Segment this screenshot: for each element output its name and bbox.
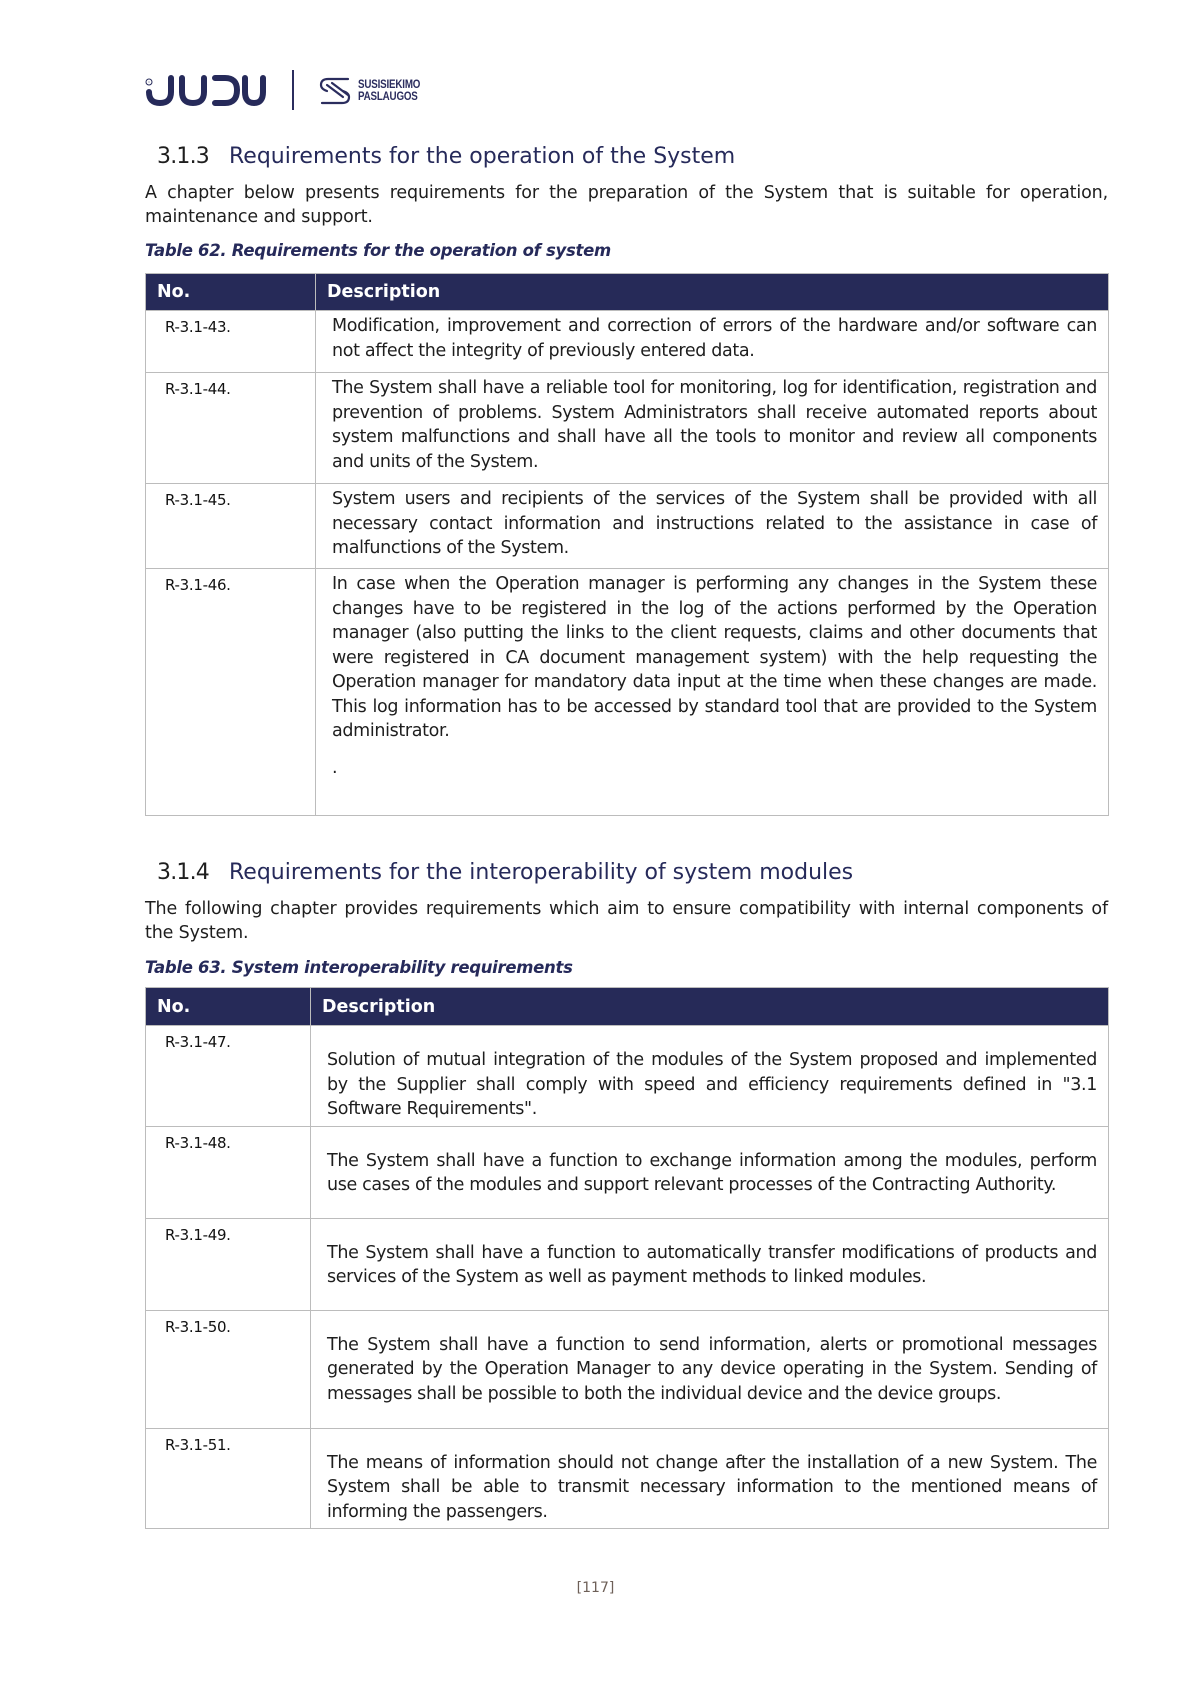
requirement-description: The means of information should not change after the installation of a new System. The System shall be able to transmit necessary information to the mentioned means of informing the passengers.	[311, 1428, 1109, 1529]
requirement-id: R-3.1-47.	[146, 1026, 311, 1127]
sp-logo-line2: PASLAUGOS	[358, 91, 418, 103]
column-header-description: Description	[316, 274, 1109, 311]
sp-logo-text	[358, 79, 420, 103]
susisiekimo-paslaugos-logo	[318, 74, 431, 108]
judu-logo-icon	[145, 72, 267, 108]
logo-divider	[292, 70, 294, 110]
page-number: [117]	[576, 1580, 615, 1596]
requirement-id: R-3.1-43.	[146, 311, 316, 373]
table-header-row	[146, 274, 1109, 311]
section-heading-314	[157, 860, 853, 885]
requirement-description: The System shall have a reliable tool for monitoring, log for identification, registration and prevention of problems. System Administrators shall receive automated reports about system malfunctions and shall have all the tools to monitor and review all components and units of the System.	[316, 373, 1109, 484]
requirement-id: R-3.1-50.	[146, 1310, 311, 1428]
requirement-id: R-3.1-51.	[146, 1428, 311, 1529]
table-row	[146, 1026, 1109, 1127]
table-row	[146, 1428, 1109, 1529]
table-row	[146, 484, 1109, 569]
column-header-no: No.	[146, 988, 311, 1026]
table-row	[146, 569, 1109, 816]
section-number: 3.1.3	[157, 144, 209, 169]
requirement-description: The System shall have a function to automatically transfer modifications of products and services of the System as well as payment methods to linked modules.	[311, 1218, 1109, 1310]
sp-logo-line1: SUSISIEKIMO	[358, 79, 421, 91]
table-62-caption: Table 62. Requirements for the operation of system	[145, 241, 611, 260]
requirement-description: In case when the Operation manager is performing any changes in the System these changes have to be registered in the log of the actions performed by the Operation manager (also putting the links to the client requests, claims and other documents that were registered in CA document management system) with the help requesting the Operation manager for mandatory data input at the time when these changes are made. This log information has to be accessed by standard tool that are provided to the System administrator.	[332, 574, 1097, 741]
column-header-no: No.	[146, 274, 316, 311]
judu-logo	[145, 72, 267, 108]
section-title: Requirements for the interoperability of system modules	[229, 860, 854, 885]
section-heading-313	[157, 144, 735, 169]
table-62	[145, 273, 1109, 816]
section-title: Requirements for the operation of the System	[229, 144, 736, 169]
requirement-description: The System shall have a function to send information, alerts or promotional messages generated by the Operation Manager to any device operating in the System. Sending of messages shall be possible to both the individual device and the device groups.	[311, 1310, 1109, 1428]
requirement-description-cell	[316, 569, 1109, 816]
requirement-id: R-3.1-49.	[146, 1218, 311, 1310]
section-314-intro: The following chapter provides requirements which aim to ensure compatibility with internal components of the System.	[145, 899, 1108, 943]
requirement-description: Solution of mutual integration of the modules of the System proposed and implemented by the Supplier shall comply with speed and efficiency requirements defined in "3.1 Software Requirements".	[311, 1026, 1109, 1127]
table-header-row	[146, 988, 1109, 1026]
requirement-description: System users and recipients of the services of the System shall be provided with all necessary contact information and instructions related to the assistance in case of malfunctions of the System.	[316, 484, 1109, 569]
requirement-id: R-3.1-44.	[146, 373, 316, 484]
table-row	[146, 1310, 1109, 1428]
table-row	[146, 311, 1109, 373]
table-row	[146, 1218, 1109, 1310]
sp-swirl-icon	[318, 76, 352, 106]
section-313-intro: A chapter below presents requirements for the preparation of the System that is suitable for operation, maintenance and support.	[145, 183, 1108, 227]
requirement-description: The System shall have a function to exchange information among the modules, perform use cases of the modules and support relevant processes of the Contracting Authority.	[311, 1126, 1109, 1218]
requirement-id: R-3.1-48.	[146, 1126, 311, 1218]
requirement-description: Modification, improvement and correction of errors of the hardware and/or software can not affect the integrity of previously entered data.	[316, 311, 1109, 373]
table-row	[146, 373, 1109, 484]
section-number: 3.1.4	[157, 860, 209, 885]
requirement-id: R-3.1-45.	[146, 484, 316, 569]
table-row	[146, 1126, 1109, 1218]
table-63-caption: Table 63. System interoperability requirements	[145, 958, 573, 977]
trailing-period: .	[332, 757, 338, 778]
column-header-description: Description	[311, 988, 1109, 1026]
requirement-id: R-3.1-46.	[146, 569, 316, 816]
table-63	[145, 987, 1109, 1529]
